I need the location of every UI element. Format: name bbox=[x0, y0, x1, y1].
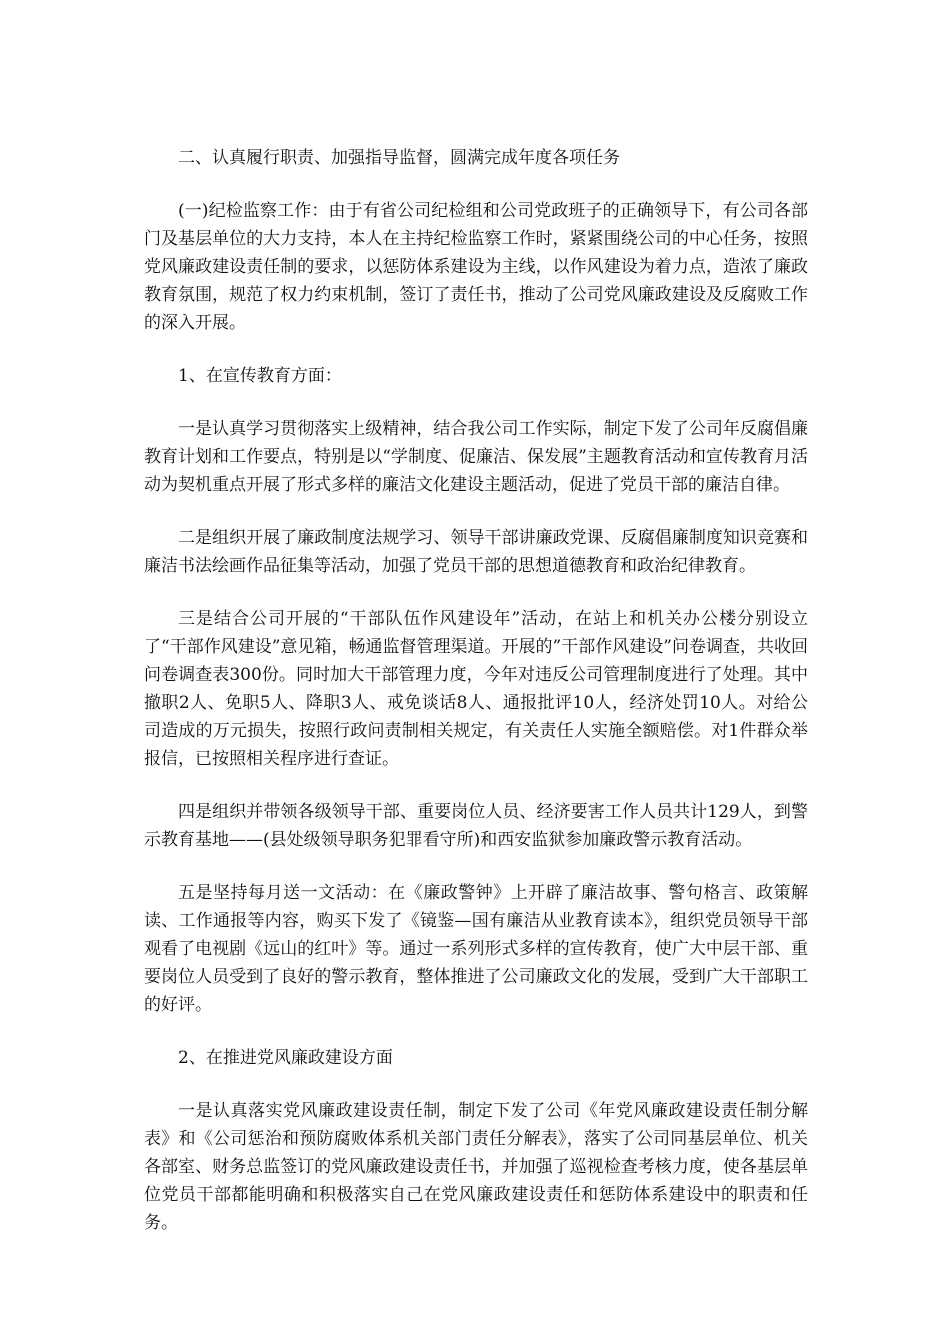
body-paragraph: 五是坚持每月送一文活动：在《廉政警钟》上开辟了廉洁故事、警句格言、政策解读、工作通报等内容，购买下发了《镜鉴—国有廉洁从业教育读本》，组织党员领导干部观看了电视剧《远山的红叶》等。通过一系列形式多样的宣传教育，使广大中层干部、重要岗位人员受到了良好的警示教育，整体推进了公司廉政文化的发展，受到广大干部职工的好评。 bbox=[144, 883, 808, 1015]
body-paragraph: 二是组织开展了廉政制度法规学习、领导干部讲廉政党课、反腐倡廉制度知识竞赛和廉洁书法绘画作品征集等活动，加强了党员干部的思想道德教育和政治纪律教育。 bbox=[144, 528, 808, 576]
body-paragraph: 一是认真学习贯彻落实上级精神，结合我公司工作实际，制定下发了公司年反腐倡廉教育计划和工作要点，特别是以“学制度、促廉洁、保发展”主题教育活动和宣传教育月活动为契机重点开展了形式多样的廉洁文化建设主题活动，促进了党员干部的廉洁自律。 bbox=[144, 419, 808, 495]
subsection-heading: 1、在宣传教育方面： bbox=[178, 366, 342, 386]
body-paragraph: 四是组织并带领各级领导干部、重要岗位人员、经济要害工作人员共计129人，到警示教育基地——(县处级领导职务犯罪看守所)和西安监狱参加廉政警示教育活动。 bbox=[144, 802, 808, 850]
section-heading: 二、认真履行职责、加强指导监督，圆满完成年度各项任务 bbox=[178, 148, 620, 168]
subsection-heading: 2、在推进党风廉政建设方面 bbox=[178, 1048, 393, 1068]
document-page bbox=[144, 144, 808, 1262]
body-paragraph: 三是结合公司开展的“干部队伍作风建设年”活动，在站上和机关办公楼分别设立了“干部作风建设”意见箱，畅通监督管理渠道。开展的”干部作风建设”问卷调查，共收回问卷调查表300份。同时加大干部管理力度，今年对违反公司管理制度进行了处理。其中撤职2人、免职5人、降职3人、戒免谈话8人、通报批评10人，经济处罚10人。对给公司造成的万元损失，按照行政问责制相关规定，有关责任人实施全额赔偿。对1件群众举报信，已按照相关程序进行查证。 bbox=[144, 609, 808, 769]
body-paragraph: (一)纪检监察工作：由于有省公司纪检组和公司党政班子的正确领导下，有公司各部门及基层单位的大力支持，本人在主持纪检监察工作时，紧紧围绕公司的中心任务，按照党风廉政建设责任制的要求，以惩防体系建设为主线，以作风建设为着力点，造浓了廉政教育氛围，规范了权力约束机制，签订了责任书，推动了公司党风廉政建设及反腐败工作的深入开展。 bbox=[144, 201, 808, 333]
body-paragraph: 一是认真落实党风廉政建设责任制，制定下发了公司《年党风廉政建设责任制分解表》和《公司惩治和预防腐败体系机关部门责任分解表》，落实了公司同基层单位、机关各部室、财务总监签订的党风廉政建设责任书，并加强了巡视检查考核力度，使各基层单位党员干部都能明确和积极落实自己在党风廉政建设责任和惩防体系建设中的职责和任务。 bbox=[144, 1101, 808, 1233]
